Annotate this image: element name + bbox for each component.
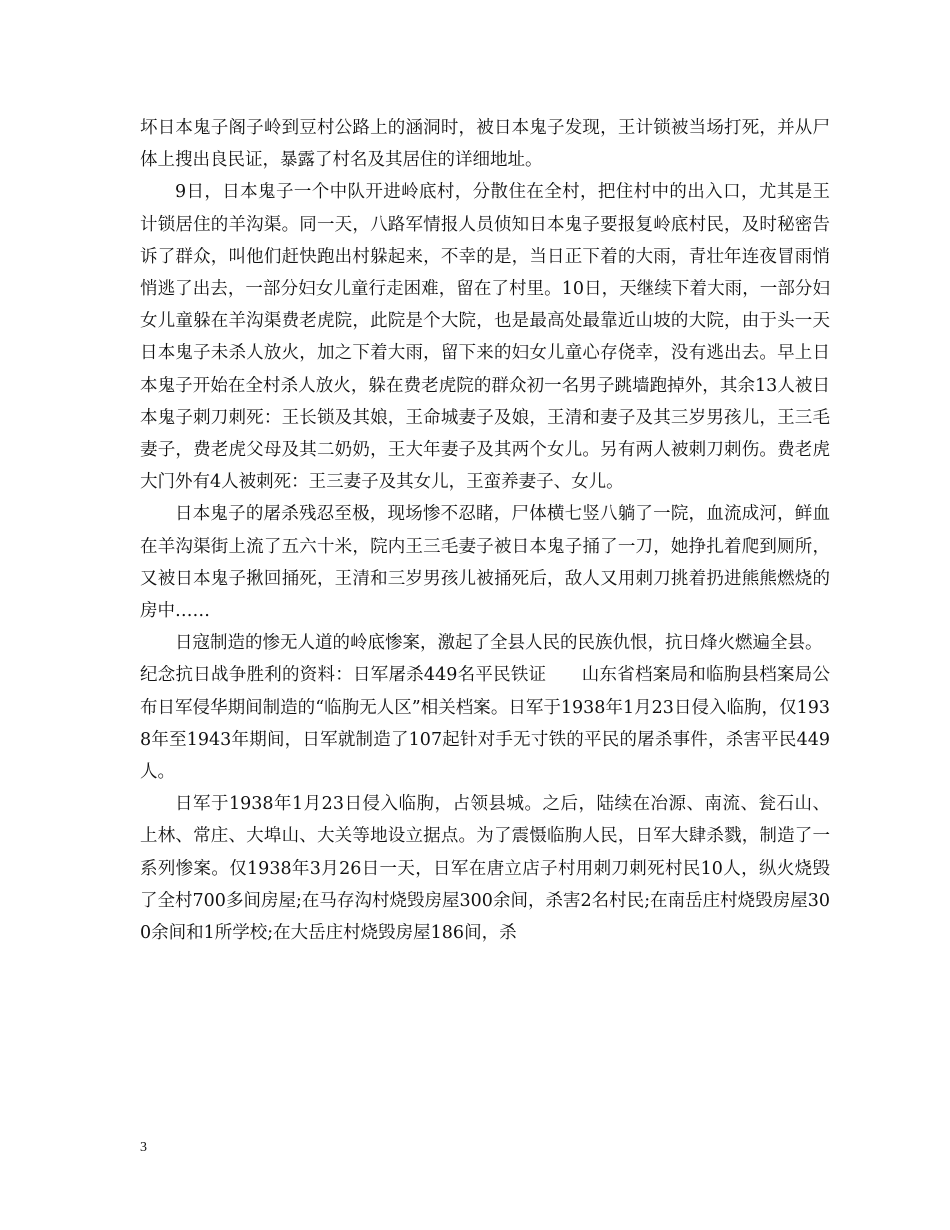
document-body bbox=[140, 112, 830, 949]
page-number: 3 bbox=[140, 1140, 147, 1155]
paragraph-3: 日本鬼子的屠杀残忍至极，现场惨不忍睹，尸体横七竖八躺了一院，血流成河，鲜血在羊沟渠街上流了五六十米，院内王三毛妻子被日本鬼子捅了一刀，她挣扎着爬到厕所，又被日本鬼子揪回捅死，王清和三岁男孩儿被捅死后，敌人又用刺刀挑着扔进熊熊燃烧的房中…… bbox=[140, 504, 830, 622]
paragraph-5: 纪念抗日战争胜利的资料：日军屠杀449名平民铁证 山东省档案局和临朐县档案局公布日军侵华期间制造的“临朐无人区”相关档案。日军于1938年1月23日侵入临朐，仅1938年至1943年期间，日军就制造了107起针对手无寸铁的平民的屠杀事件，杀害平民449人。 bbox=[140, 665, 830, 783]
paragraph-6: 日军于1938年1月23日侵入临朐，占领县城。之后，陆续在冶源、南流、瓮石山、上林、常庄、大埠山、大关等地设立据点。为了震慑临朐人民，日军大肆杀戮，制造了一系列惨案。仅1938年3月26日一天，日军在唐立店子村用刺刀刺死村民10人，纵火烧毁了全村700多间房屋;在马存沟村烧毁房屋300余间，杀害2名村民;在南岳庄村烧毁房屋300余间和1所学校;在大岳庄村烧毁房屋186间，杀 bbox=[140, 794, 830, 944]
paragraph-4: 日寇制造的惨无人道的岭底惨案，激起了全县人民的民族仇恨，抗日烽火燃遍全县。 bbox=[175, 633, 823, 654]
paragraph-1: 坏日本鬼子阁子岭到豆村公路上的涵洞时，被日本鬼子发现，王计锁被当场打死，并从尸体上搜出良民证，暴露了村名及其居住的详细地址。 bbox=[140, 118, 830, 171]
paragraph-2: 9日，日本鬼子一个中队开进岭底村，分散住在全村，把住村中的出入口，尤其是王计锁居住的羊沟渠。同一天，八路军情报人员侦知日本鬼子要报复岭底村民，及时秘密告诉了群众，叫他们赶快跑出村躲起来，不幸的是，当日正下着的大雨，青壮年连夜冒雨悄悄逃了出去，一部分妇女儿童行走困难，留在了村里。10日，天继续下着大雨，一部分妇女儿童躲在羊沟渠费老虎院，此院是个大院，也是最高处最靠近山坡的大院，由于头一天日本鬼子未杀人放火，加之下着大雨，留下来的妇女儿童心存侥幸，没有逃出去。早上日本鬼子开始在全村杀人放火，躲在费老虎院的群众初一名男子跳墙跑掉外，其余13人被日本鬼子刺刀刺死：王长锁及其娘，王命城妻子及娘，王清和妻子及其三岁男孩儿，王三毛妻子，费老虎父母及其二奶奶，王大年妻子及其两个女儿。另有两人被刺刀刺伤。费老虎大门外有4人被刺死：王三妻子及其女儿，王蛮养妻子、女儿。 bbox=[140, 182, 830, 493]
